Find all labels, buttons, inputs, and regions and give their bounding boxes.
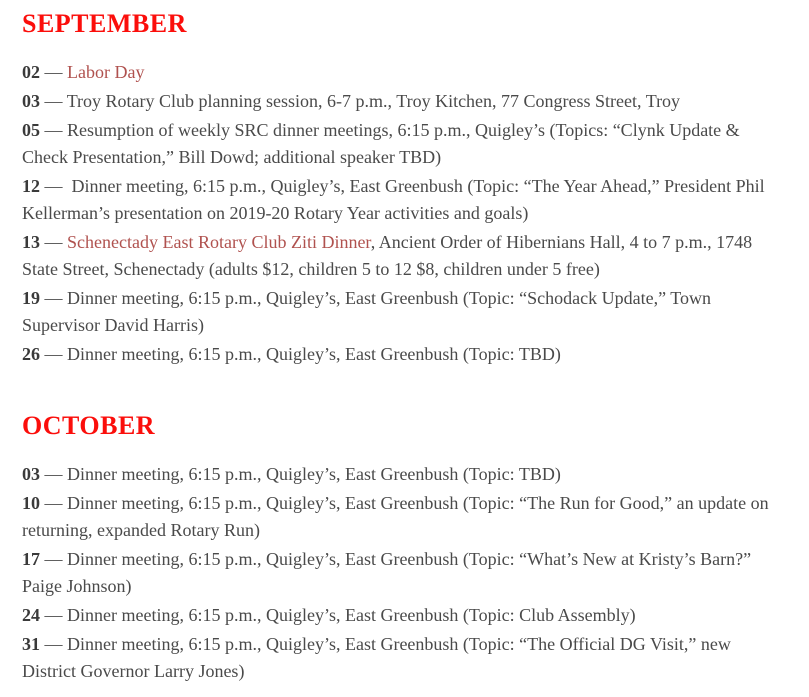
month-section-september [22,8,787,368]
event-date: 19 [22,288,40,308]
event-text: Dinner meeting, 6:15 p.m., Quigley’s, East Greenbush (Topic: “What’s New at Kristy’s Barn?” Paige Johnson) [22,549,756,596]
event-text: , Ancient Order of Hibernians Hall, 4 to 7 p.m., 1748 State Street, Schenectady (adults $12, children 5 to 12 $8, children under 5 free) [22,232,757,279]
event-entry [22,602,787,629]
event-date: 03 [22,91,40,111]
month-heading-october: OCTOBER [22,411,156,440]
event-separator: — [40,288,67,308]
event-entry [22,59,787,86]
event-separator: — [40,464,67,484]
event-link-labor-day[interactable]: Labor Day [67,62,145,82]
event-separator: — [40,344,67,364]
event-date: 31 [22,634,40,654]
event-separator: — [40,493,67,513]
event-separator: — [40,634,67,654]
event-separator: — [40,232,67,252]
month-section-october [22,410,787,685]
event-entry [22,285,787,339]
event-entry [22,229,787,283]
event-date: 03 [22,464,40,484]
event-text: Dinner meeting, 6:15 p.m., Quigley’s, East Greenbush (Topic: TBD) [67,344,561,364]
event-separator: — [40,120,67,140]
event-text: Dinner meeting, 6:15 p.m., Quigley’s, East Greenbush (Topic: “The Official DG Visit,” new District Governor Larry Jones) [22,634,736,681]
event-text: Dinner meeting, 6:15 p.m., Quigley’s, East Greenbush (Topic: Club Assembly) [67,605,636,625]
event-entry [22,461,787,488]
event-entry [22,173,787,227]
event-date: 10 [22,493,40,513]
event-entry [22,490,787,544]
event-date: 24 [22,605,40,625]
event-text: Dinner meeting, 6:15 p.m., Quigley’s, East Greenbush (Topic: “Schodack Update,” Town Supervisor David Harris) [22,288,716,335]
event-entry [22,88,787,115]
event-separator: — [40,605,67,625]
event-date: 26 [22,344,40,364]
event-date: 17 [22,549,40,569]
event-entry [22,117,787,171]
month-heading-september: SEPTEMBER [22,9,187,38]
event-separator: — [40,62,67,82]
event-entry [22,341,787,368]
event-text: Troy Rotary Club planning session, 6-7 p.m., Troy Kitchen, 77 Congress Street, Troy [66,91,681,111]
event-date: 12 [22,176,40,196]
event-entry [22,631,787,685]
event-date: 13 [22,232,40,252]
event-text: Dinner meeting, 6:15 p.m., Quigley’s, East Greenbush (Topic: TBD) [67,464,561,484]
event-entry [22,546,787,600]
event-separator: — [40,176,72,196]
event-list-september [22,59,787,368]
event-text: Dinner meeting, 6:15 p.m., Quigley’s, East Greenbush (Topic: “The Year Ahead,” President Phil Kellerman’s presentation on 2019-20 Rotary Year activities and goals) [22,176,770,223]
event-text: Resumption of weekly SRC dinner meetings, 6:15 p.m., Quigley’s (Topics: “Clynk Update & Check Presentation,” Bill Dowd; additional speaker TBD) [22,120,745,167]
event-date: 05 [22,120,40,140]
event-separator: — [40,91,67,111]
event-separator: — [40,549,67,569]
event-link-ziti-dinner[interactable]: Schenectady East Rotary Club Ziti Dinner [67,232,371,252]
event-text: Dinner meeting, 6:15 p.m., Quigley’s, East Greenbush (Topic: “The Run for Good,” an update on returning, expanded Rotary Run) [22,493,774,540]
event-list-october [22,461,787,685]
event-date: 02 [22,62,40,82]
